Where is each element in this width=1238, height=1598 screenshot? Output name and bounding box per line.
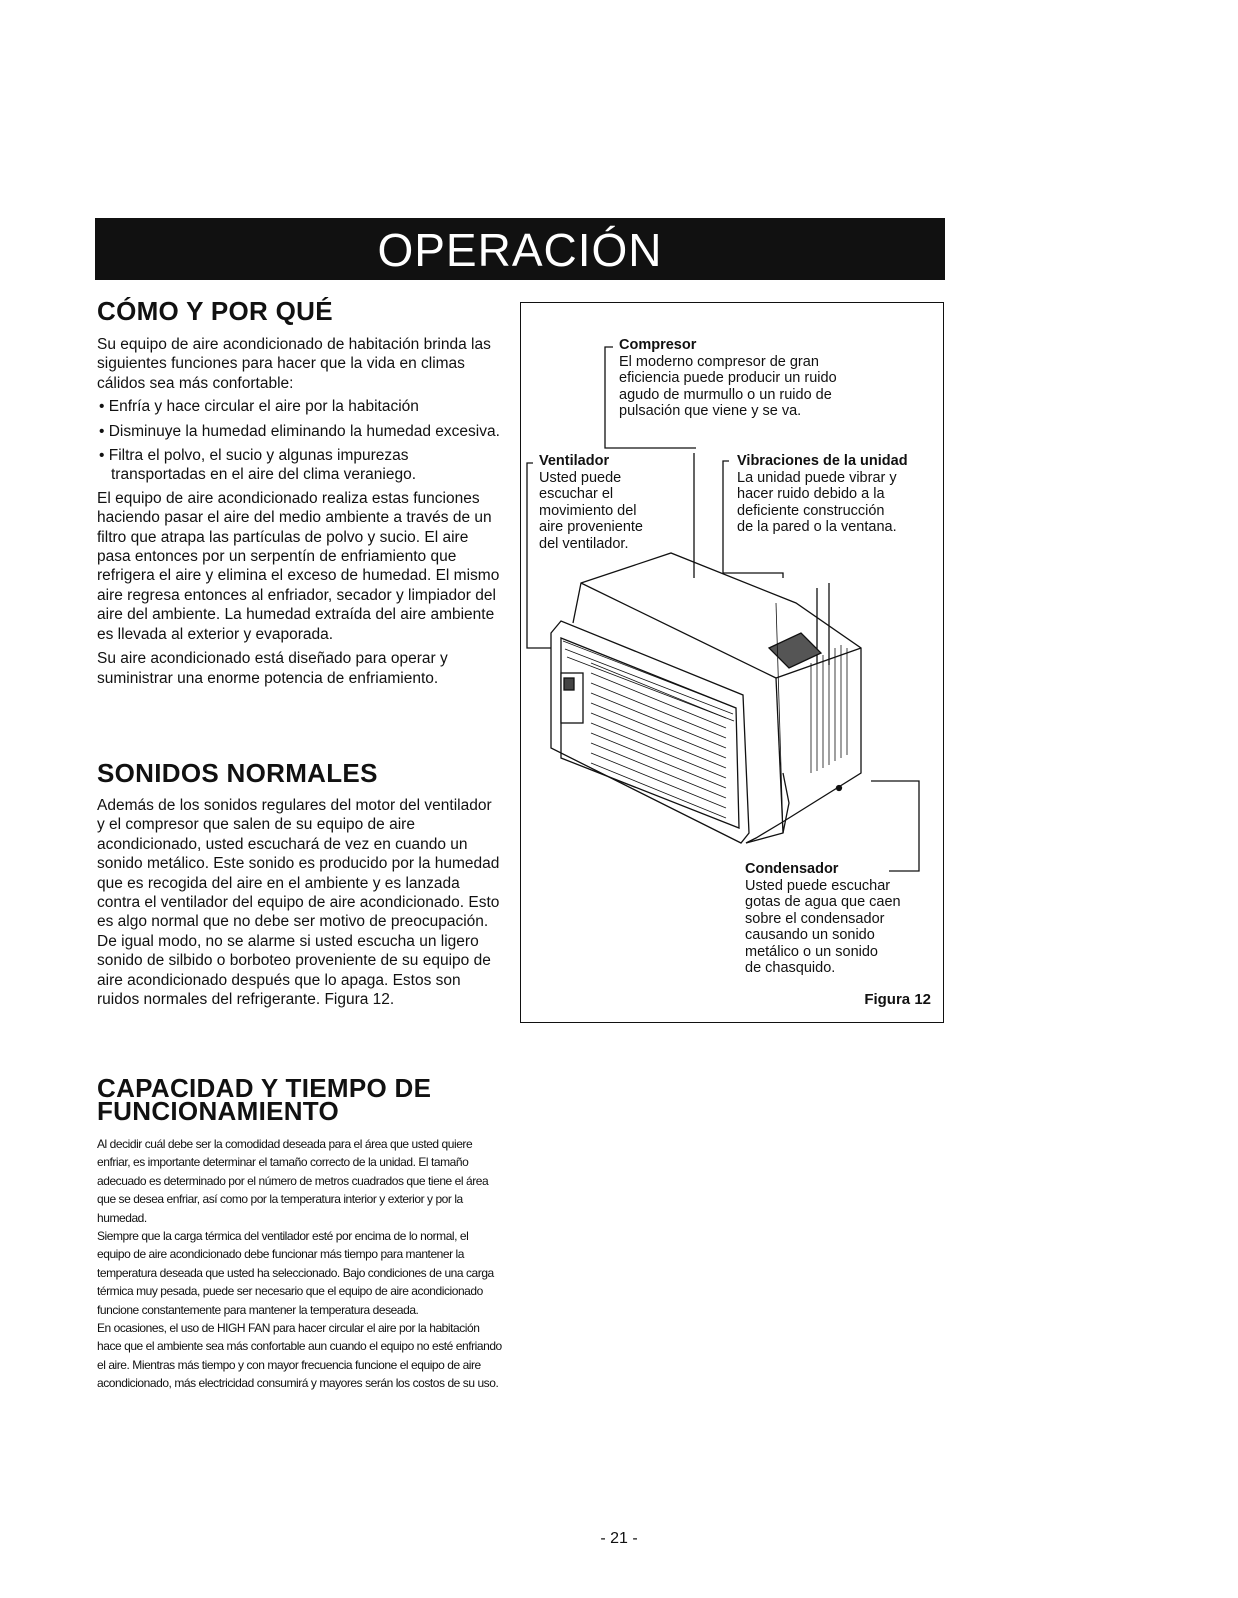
front-panel bbox=[551, 621, 749, 843]
callout-line: deficiente construcción bbox=[737, 502, 885, 519]
callout-title: Condensador bbox=[745, 861, 839, 877]
callout-title: Vibraciones de la unidad bbox=[737, 453, 908, 469]
section-como-y-por-que bbox=[97, 298, 502, 688]
body-paragraph: Además de los sonidos regulares del motor del ventilador y el compresor que salen de su equipo de aire acondicionado, usted escuchará de vez en cuando un sonido metálico. Este sonido es producido por la humedad que es recogida del aire en el ambiente y es lanzada contra el ventilador del equipo de aire acondicionado. Esto es algo normal que no debe ser motivo de preocupación. De igual modo, no se alarme si usted escucha un ligero sonido de silbido o borboteo proveniente de su equipo de aire acondicionado después que lo apaga. Estos son ruidos normales del refrigerante. Figura 12. bbox=[97, 797, 500, 1009]
callout-line: eficiencia puede producir un ruido bbox=[619, 370, 837, 386]
callout-title: Compresor bbox=[619, 337, 697, 353]
body-paragraph: El equipo de aire acondicionado realiza estas funciones haciendo pasar el aire del medio ambiente a través de un filtro que atrapa las partículas de polvo y sucio. El aire pasa entonces por un serpentín de enfriamiento que refrigera el aire y elimina el exceso de humedad. El mismo aire regresa entonces al enfriador, secador y limpiador del aire del ambiente. La humedad extraída del aire ambiente es llevada al exterior y evaporada. bbox=[97, 489, 500, 643]
intro-paragraph: Su equipo de aire acondicionado de habitación brinda las siguientes funciones para hacer que la vida en climas cálidos sea más confortable: bbox=[97, 336, 491, 392]
section-heading: SONIDOS NORMALES bbox=[97, 758, 378, 788]
callout-vibraciones bbox=[737, 453, 947, 536]
callout-line: de la pared o la ventana. bbox=[737, 519, 897, 535]
section-sonidos-normales bbox=[97, 760, 502, 1009]
bullet-item: • Filtra el polvo, el sucio y algunas impurezas transportadas en el aire del clima veraniego. bbox=[99, 447, 417, 484]
body-paragraph: Su aire acondicionado está diseñado para operar y suministrar una enorme potencia de enfriamiento. bbox=[97, 650, 448, 687]
callout-line: de chasquido. bbox=[745, 960, 836, 976]
callout-line: Usted puede escuchar bbox=[745, 877, 891, 894]
callout-line: aire proveniente bbox=[539, 519, 643, 535]
section-capacidad bbox=[97, 1073, 502, 1393]
callout-line: hacer ruido debido a la bbox=[737, 486, 885, 502]
figure-12 bbox=[520, 302, 944, 1023]
callout-line: escuchar el bbox=[539, 486, 614, 502]
page-title: OPERACIÓN bbox=[377, 224, 663, 276]
body-paragraph: Siempre que la carga térmica del ventilador esté por encima de lo normal, el equipo de aire acondicionado debe funcionar más tiempo para mantener la temperatura deseada que usted ha seleccionado. Bajo condiciones de una carga térmica muy pesada, puede ser necesario que el equipo de aire acondicionado funcione constantemente para mantener la temperatura deseada. bbox=[97, 1229, 494, 1317]
figure-caption: Figura 12 bbox=[864, 991, 931, 1008]
heading-line: CAPACIDAD Y TIEMPO DE bbox=[97, 1073, 432, 1103]
callout-line: La unidad puede vibrar y bbox=[737, 469, 897, 486]
callout-line: El moderno compresor de gran bbox=[619, 353, 819, 370]
callout-compresor bbox=[619, 337, 909, 420]
body-paragraph: En ocasiones, el uso de HIGH FAN para hacer circular el aire por la habitación hace que el ambiente sea más confortable aun cuando el equipo no esté enfriando el aire. Mientras más tiempo y con mayor frecuencia funcione el equipo de aire acondicionado, más electricidad consumirá y mayores serán los costos de su uso. bbox=[97, 1321, 502, 1391]
callout-line: pulsación que viene y se va. bbox=[619, 403, 802, 419]
section-heading bbox=[97, 1073, 502, 1126]
callout-line: gotas de agua que caen bbox=[745, 894, 901, 910]
body-paragraph: Al decidir cuál debe ser la comodidad deseada para el área que usted quiere enfriar, es importante determinar el tamaño correcto de la unidad. El tamaño adecuado es determinado por el número de metros cuadrados que tiene el área que se desea enfriar, así como por la temperatura interior y exterior y por la humedad. bbox=[97, 1137, 489, 1225]
section-heading: CÓMO Y POR QUÉ bbox=[97, 296, 333, 326]
condensador-leader bbox=[871, 781, 919, 871]
callout-condensador bbox=[745, 861, 935, 977]
callout-line: agudo de murmullo o un ruido de bbox=[619, 386, 832, 403]
title-banner bbox=[95, 218, 945, 280]
callout-ventilador bbox=[539, 453, 689, 552]
callout-line: causando un sonido bbox=[745, 927, 875, 943]
control-display bbox=[564, 678, 574, 690]
heading-line: FUNCIONAMIENTO bbox=[97, 1096, 340, 1126]
callout-line: metálico o un sonido bbox=[745, 943, 878, 960]
page-number: - 21 - bbox=[600, 1530, 638, 1547]
callout-title: Ventilador bbox=[539, 453, 610, 469]
bullet-item: • Enfría y hace circular el aire por la habitación bbox=[99, 398, 419, 416]
bullet-item: • Disminuye la humedad eliminando la humedad excesiva. bbox=[99, 422, 500, 440]
callout-line: sobre el condensador bbox=[745, 910, 885, 927]
callout-line: Usted puede bbox=[539, 469, 622, 486]
callout-line: del ventilador. bbox=[539, 535, 629, 552]
callout-line: movimiento del bbox=[539, 502, 637, 519]
